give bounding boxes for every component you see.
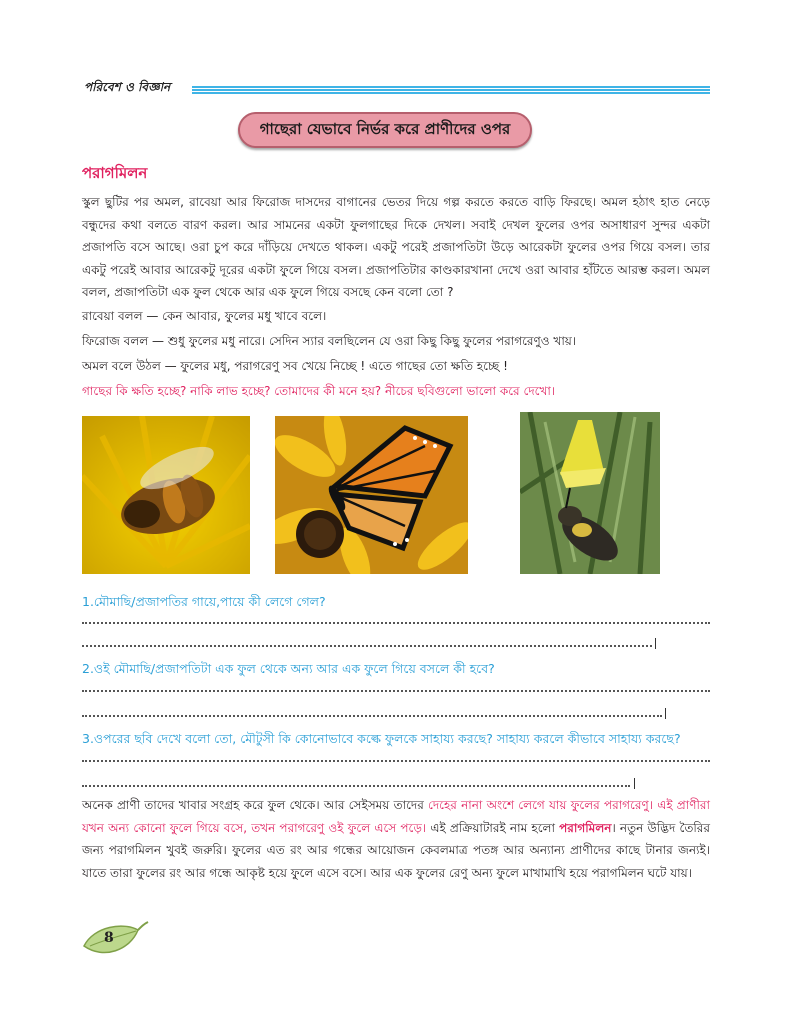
story-paragraph: স্কুল ছুটির পর অমল, রাবেয়া আর ফিরোজ দাসদের বাগানের ভেতর দিয়ে গল্প করতে করতে বাড়ি ফিরছে। অমল হঠাৎ হাত নেড়ে বন্ধুদের কথা বলতে বারণ করল। আর সামনের একটা ফুলগাছের দিকে দেখল। সবাই দেখল ফুলের ওপর অসাধারণ সুন্দর একটা প্রজাপতি বসে আছে। ওরা চুপ করে দাঁড়িয়ে দেখতে থাকল। একটু পরেই প্রজাপতিটা উড়ে আরেকটা ফুলের ওপর গিয়ে বসল। তার একটু পরেই আবার আরেকটু দূরের একটা ফুলে গিয়ে বসল। প্রজাপতিটার কাণ্ডকারখানা দেখে ওরা আবার হাঁটতে আরম্ভ করল। অমল বলল, প্রজাপতিটা এক ফুল থেকে আর এক ফুলে গিয়ে বসছে কেন বলো তো ? xyxy=(82,195,710,299)
answer-line-2b[interactable] xyxy=(82,715,662,717)
bee-photo xyxy=(82,416,250,574)
header-rule xyxy=(192,86,710,94)
explanation-part-4: । নতুন উদ্ভিদ তৈরির জন্য পরাগমিলন খুবই জরুরি। ফুলের এত রং আর গন্ধের আয়োজন কেবলমাত্র পতঙ্গ আর অন্যান্য প্রাণীদের কাছে টানার জন্যই। যাতে তারা ফুলের রং আর গন্ধে আকৃষ্ট হয়ে ফুলে এসে বসে। আর এক ফুলের রেণু অন্য ফুলে মাখামাখি হয়ে পরাগমিলন ঘটে যায়। xyxy=(82,820,710,880)
answer-line-1b[interactable] xyxy=(82,645,652,647)
observation-prompt: গাছের কি ক্ষতি হচ্ছে? নাকি লাভ হচ্ছে? তোমাদের কী মনে হয়? নীচের ছবিগুলো ভালো করে দেখো। xyxy=(82,384,556,398)
answer-line-3b[interactable] xyxy=(82,785,630,787)
dialogue-firoz: ফিরোজ বলল — শুধু ফুলের মধু নারে। সেদিন স্যার বলছিলেন যে ওরা কিছু কিছু ফুলের পরাগরেণুও খায়। xyxy=(82,334,577,348)
line-end-mark xyxy=(634,778,635,789)
question-2: 2.ওই মৌমাছি/প্রজাপতিটা এক ফুল থেকে অন্য আর এক ফুলে গিয়ে বসলে কী হবে? xyxy=(82,661,495,676)
line-end-mark xyxy=(665,708,666,719)
dialogue-amal: অমল বলে উঠল — ফুলের মধু, পরাগরেণু সব খেয়ে নিচ্ছে ! এতে গাছের তো ক্ষতি হচ্ছে ! xyxy=(82,359,508,373)
pollination-keyword: পরাগমিলন xyxy=(559,820,612,835)
dialogue-rabeya: রাবেয়া বলল — কেন আবার, ফুলের মধু খাবে বলে। xyxy=(82,309,327,323)
line-end-mark xyxy=(655,638,656,649)
explanation-part-1: অনেক প্রাণী তাদের খাবার সংগ্রহ করে ফুল থেকে। আর সেইসময় তাদের xyxy=(82,798,428,812)
butterfly-photo xyxy=(275,416,468,574)
answer-line-3a[interactable] xyxy=(82,760,710,762)
answer-line-2a[interactable] xyxy=(82,690,710,692)
explanation-part-3: এই প্রক্রিয়াটারই নাম হলো xyxy=(426,820,560,835)
answer-line-1a[interactable] xyxy=(82,622,710,624)
page-number: 8 xyxy=(104,930,114,946)
leaf-icon xyxy=(80,920,150,962)
explanation-highlight: দেহের নানা অংশে লেগে যায় ফুলের পরাগরেণু। এই প্রাণীরা যখন অন্য কোনো ফুলে গিয়ে বসে, তখন পরাগরেণু ওই ফুলে এসে পড়ে। xyxy=(82,798,710,835)
question-3: 3.ওপরের ছবি দেখে বলো তো, মৌটুসী কি কোনোভাবে কল্কে ফুলকে সাহায্য করছে? সাহায্য করলে কীভাবে সাহায্য করছে? xyxy=(82,731,681,746)
question-1: 1.মৌমাছি/প্রজাপতির গায়ে,পায়ে কী লেগে গেল? xyxy=(82,594,326,609)
sunbird-photo xyxy=(520,412,660,574)
chapter-banner: গাছেরা যেভাবে নির্ভর করে প্রাণীদের ওপর xyxy=(238,112,532,148)
bee-on-flower-image xyxy=(82,416,250,574)
sunbird-on-trumpet-flower-image xyxy=(520,412,660,574)
pollination-explanation xyxy=(82,794,710,884)
monarch-butterfly-image xyxy=(275,416,468,574)
header-subject: পরিবেশ ও বিজ্ঞান xyxy=(84,80,171,94)
section-title: পরাগমিলন xyxy=(82,164,148,182)
